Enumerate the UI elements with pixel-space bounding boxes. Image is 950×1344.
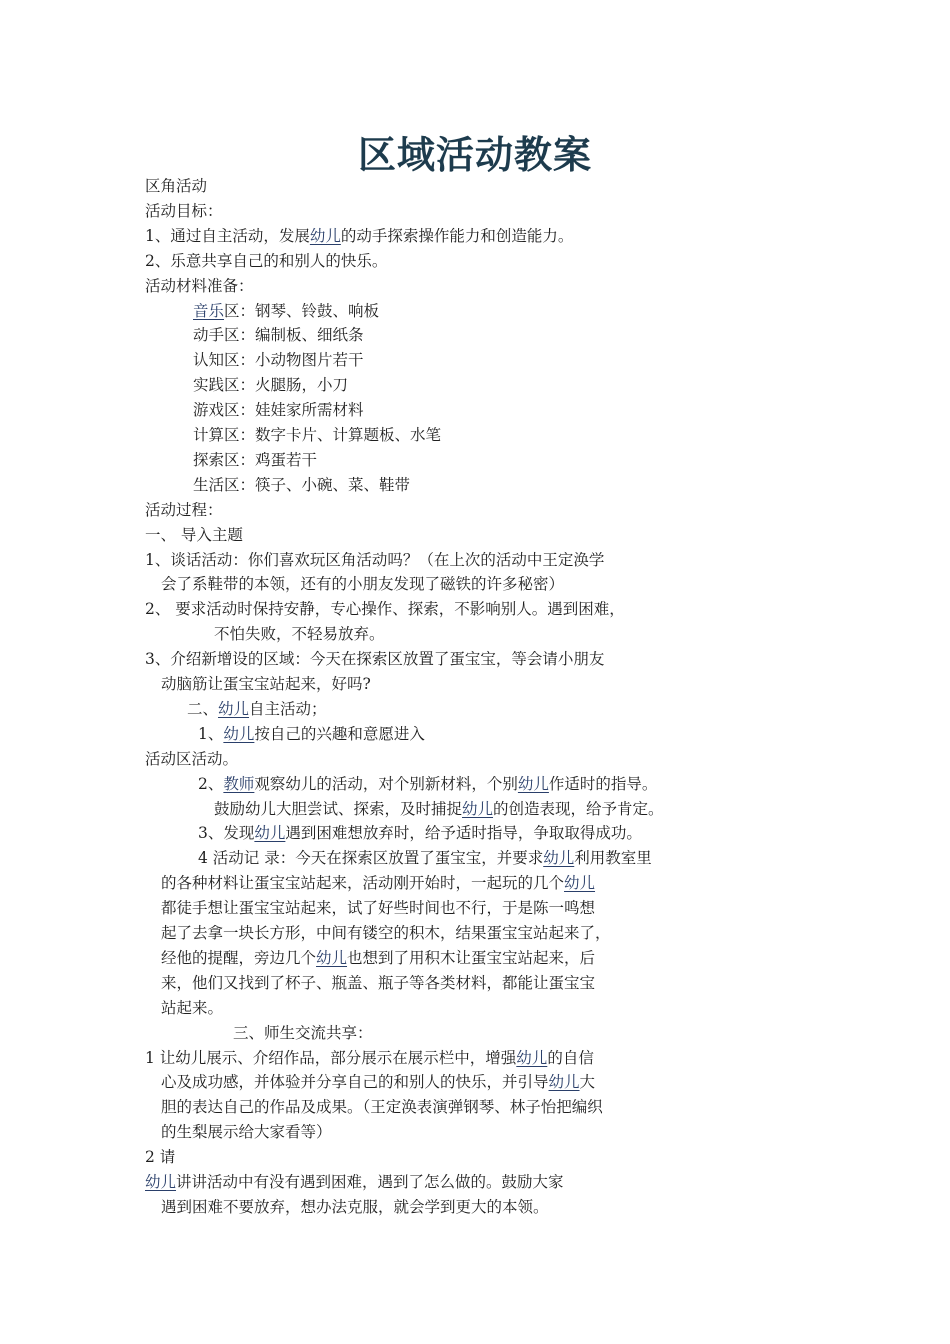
- line-text: 大: [579, 1073, 596, 1091]
- line-text: 1 让幼儿展示、介绍作品，部分展示在展示栏中，增强: [145, 1049, 517, 1067]
- body-line: [198, 848, 652, 868]
- line-text: 的自信: [547, 1049, 594, 1067]
- body-line: [161, 998, 223, 1018]
- body-line: [145, 550, 604, 570]
- line-text: 起了去拿一块长方形，中间有镂空的积木，结果蛋宝宝站起来了，: [161, 924, 611, 942]
- body-line: [145, 226, 573, 246]
- line-text: 活动材料准备：: [145, 277, 254, 295]
- linked-term[interactable]: 幼儿: [316, 949, 348, 967]
- line-text: 三、师生交流共享：: [233, 1024, 373, 1042]
- body-line: [193, 450, 317, 470]
- line-text: 2、乐意共享自己的和别人的快乐。: [145, 252, 388, 270]
- body-line: [193, 475, 410, 495]
- line-text: 经他的提醒，旁边几个: [161, 949, 317, 967]
- line-text: 实践区：火腿肠，小刀: [193, 376, 349, 394]
- line-text: 的动手探索操作能力和创造能力。: [340, 227, 574, 245]
- body-line: [193, 350, 364, 370]
- body-line: [161, 574, 564, 594]
- linked-term[interactable]: 幼儿: [517, 775, 549, 793]
- line-text: 认知区：小动物图片若干: [193, 351, 364, 369]
- body-line: [198, 774, 657, 794]
- line-text: 的各种材料让蛋宝宝站起来，活动刚开始时，一起玩的几个: [161, 874, 565, 892]
- line-text: 3、发现: [198, 824, 255, 842]
- body-line: [161, 873, 595, 893]
- document-title: 区域活动教案: [357, 132, 592, 177]
- line-text: 1、通过自主活动，发展: [145, 227, 310, 245]
- line-text: 活动区活动。: [145, 750, 239, 768]
- linked-term[interactable]: 幼儿: [218, 700, 250, 718]
- line-text: 区角活动: [145, 177, 208, 195]
- line-text: 不怕失败，不轻易放弃。: [214, 625, 385, 643]
- line-text: 鼓励幼儿大胆尝试、探索，及时捕捉: [214, 800, 463, 818]
- linked-term[interactable]: 幼儿: [223, 725, 255, 743]
- linked-term[interactable]: 幼儿: [254, 824, 286, 842]
- body-line: [161, 1122, 332, 1142]
- line-text: 游戏区：娃娃家所需材料: [193, 401, 364, 419]
- linked-term[interactable]: 幼儿: [145, 1173, 177, 1191]
- line-text: 胆的表达自己的作品及成果。（王定涣表演弹钢琴、林子怡把编织: [161, 1098, 603, 1116]
- line-text: 讲讲活动中有没有遇到困难，遇到了怎么做的。鼓励大家: [176, 1173, 564, 1191]
- body-line: [193, 375, 348, 395]
- line-text: 4 活动记 录：今天在探索区放置了蛋宝宝，并要求: [198, 849, 544, 867]
- line-text: 站起来。: [161, 999, 224, 1017]
- body-line: [214, 799, 664, 819]
- linked-term[interactable]: 幼儿: [309, 227, 341, 245]
- line-text: 二、: [187, 700, 219, 718]
- line-text: 自主活动；: [249, 700, 327, 718]
- line-text: 来，他们又找到了杯子、瓶盖、瓶子等各类材料，都能让蛋宝宝: [161, 974, 596, 992]
- body-line: [198, 724, 425, 744]
- line-text: 活动过程：: [145, 501, 223, 519]
- body-line: [145, 1048, 594, 1068]
- body-line: [145, 500, 223, 520]
- body-line: [214, 624, 385, 644]
- body-line: [161, 1197, 549, 1217]
- line-text: 2、: [198, 775, 224, 793]
- line-text: 也想到了用积木让蛋宝宝站起来，后: [347, 949, 596, 967]
- linked-term[interactable]: 幼儿: [564, 874, 596, 892]
- line-text: 遇到困难想放弃时，给予适时指导，争取取得成功。: [285, 824, 642, 842]
- linked-term[interactable]: 幼儿: [543, 849, 575, 867]
- line-text: 作适时的指导。: [548, 775, 658, 793]
- line-text: 计算区：数字卡片、计算题板、水笔: [193, 426, 442, 444]
- body-line: [145, 1147, 175, 1167]
- line-text: 区：钢琴、铃鼓、响板: [224, 302, 380, 320]
- line-text: 生活区：筷子、小碗、菜、鞋带: [193, 476, 411, 494]
- body-line: [193, 425, 441, 445]
- line-text: 探索区：鸡蛋若干: [193, 451, 318, 469]
- line-text: 动手区：编制板、细纸条: [193, 326, 364, 344]
- body-line: [145, 599, 625, 619]
- body-line: [193, 325, 364, 345]
- line-text: 心及成功感，并体验并分享自己的和别人的快乐，并引导: [161, 1073, 549, 1091]
- line-text: 遇到困难不要放弃，想办法克服，就会学到更大的本领。: [161, 1198, 549, 1216]
- line-text: 3、介绍新增设的区域：今天在探索区放置了蛋宝宝，等会请小朋友: [145, 650, 605, 668]
- linked-term[interactable]: 幼儿: [516, 1049, 548, 1067]
- body-line: [198, 823, 642, 843]
- linked-term[interactable]: 音乐: [193, 302, 225, 320]
- body-line: [161, 1072, 595, 1092]
- body-line: [161, 674, 371, 694]
- body-line: [145, 525, 243, 545]
- linked-term[interactable]: 幼儿: [462, 800, 494, 818]
- line-text: 会了系鞋带的本领，还有的小朋友发现了磁铁的许多秘密）: [161, 575, 565, 593]
- body-line: [193, 400, 364, 420]
- linked-term[interactable]: 幼儿: [548, 1073, 580, 1091]
- body-line: [161, 948, 595, 968]
- body-line: [233, 1023, 373, 1043]
- line-text: 都徒手想让蛋宝宝站起来，试了好些时间也不行，于是陈一鸣想: [161, 899, 596, 917]
- body-line: [161, 898, 595, 918]
- body-line: [161, 923, 611, 943]
- line-text: 的创造表现，给予肯定。: [493, 800, 664, 818]
- body-line: [145, 649, 604, 669]
- body-line: [187, 699, 327, 719]
- linked-term[interactable]: 教师: [223, 775, 255, 793]
- line-text: 活动目标：: [145, 202, 223, 220]
- body-line: [145, 201, 223, 221]
- line-text: 1、: [198, 725, 224, 743]
- body-line: [145, 749, 238, 769]
- line-text: 按自己的兴趣和意愿进入: [254, 725, 425, 743]
- body-line: [193, 301, 379, 321]
- body-line: [161, 973, 595, 993]
- body-line: [161, 1097, 603, 1117]
- line-text: 观察幼儿的活动，对个别新材料，个别: [254, 775, 518, 793]
- line-text: 的生梨展示给大家看等）: [161, 1123, 332, 1141]
- line-text: 2、 要求活动时保持安静，专心操作、探索，不影响别人。遇到困难，: [145, 600, 625, 618]
- line-text: 利用教室里: [574, 849, 652, 867]
- line-text: 动脑筋让蛋宝宝站起来，好吗?: [161, 675, 371, 693]
- body-line: [145, 176, 207, 196]
- body-line: [145, 1172, 564, 1192]
- body-line: [145, 251, 387, 271]
- body-line: [145, 276, 254, 296]
- line-text: 1、谈话活动：你们喜欢玩区角活动吗？（在上次的活动中王定涣学: [145, 551, 605, 569]
- line-text: 2 请: [145, 1148, 176, 1166]
- line-text: 一、 导入主题: [145, 526, 243, 544]
